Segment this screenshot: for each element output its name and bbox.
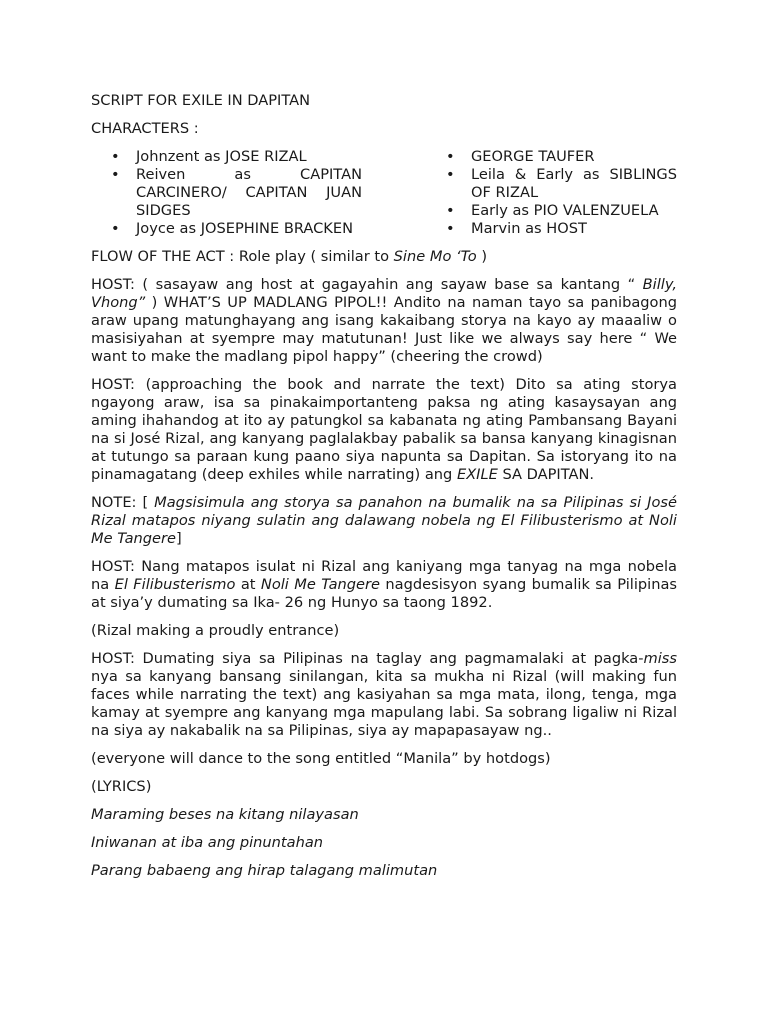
note-paragraph: NOTE: [ Magsisimula ang storya sa panahon na bumalik na sa Pilipinas si José Rizal matapos niyang sulatin ang dalawang nobela ng El Filibusterismo at Noli Me Tangere] [91,494,677,547]
document-page [91,92,677,890]
character-item: • GEORGE TAUFER [426,148,677,166]
character-item: • Leila & Early as SIBLINGS OF RIZAL [426,166,677,202]
stage-direction-rizal: (Rizal making a proudly entrance) [91,622,340,639]
lyric-line: Maraming beses na kitang nilayasan [91,806,359,823]
character-item: • Early as PIO VALENZUELA [426,202,677,220]
characters-heading: CHARACTERS : [91,120,199,137]
host-paragraph-4: HOST: Dumating siya sa Pilipinas na taglay ang pagmamalaki at pagka-miss nya sa kanyang bansang sinilangan, kita sa mukha ni Rizal (will making fun faces while narrating the text) ang kasiyahan sa mga mata, ilong, tenga, mga kamay at syempre ang kanyang mga mapulang labi. Sa sobrang ligaliw ni Rizal na siya ay nakabalik na sa Pilipinas, siya ay mapapasayaw ng.. [91,650,677,739]
document-title: SCRIPT FOR EXILE IN DAPITAN [91,92,311,109]
host-paragraph-3: HOST: Nang matapos isulat ni Rizal ang kaniyang mga tanyag na mga nobela na El Filibusterismo at Noli Me Tangere nagdesisyon syang bumalik sa Pilipinas at siya’y dumating sa Ika- 26 ng Hunyo sa taong 1892. [91,558,677,611]
characters-left-column [91,148,362,238]
flow-of-act: FLOW OF THE ACT : Role play ( similar to Sine Mo ‘To ) [91,248,488,265]
lyric-line: Iniwanan at iba ang pinuntahan [91,834,324,851]
lyrics-heading: (LYRICS) [91,778,152,795]
character-item: • Joyce as JOSEPHINE BRACKEN [91,220,362,238]
lyric-line: Parang babaeng ang hirap talagang malimutan [91,862,438,879]
host-paragraph-2: HOST: (approaching the book and narrate the text) Dito sa ating storya ngayong araw, isa sa pinakaimportanteng paksa ng ating kasaysayan ang aming ihahandog at ito ay patungkol sa kabanata ng ating Pambansang Bayani na si José Rizal, ang kanyang paglalakbay pabalik sa bansa kanyang kinagisnan at tutungo sa paraan kung paano siya napunta sa Dapitan. Sa istoryang ito na pinamagatang (deep exhiles while narrating) ang EXILE SA DAPITAN. [91,376,677,483]
stage-direction-dance: (everyone will dance to the song entitled “Manila” by hotdogs) [91,750,551,767]
character-item: • Marvin as HOST [426,220,677,238]
characters-list [91,148,677,238]
characters-right-column [426,148,677,238]
host-paragraph-1: HOST: ( sasayaw ang host at gagayahin ang sayaw base sa kantang “ Billy, Vhong” ) WHAT’S UP MADLANG PIPOL!! Andito na naman tayo sa panibagong araw upang matunghayang ang isang kakaibang storya na kayo ay maaaliw o masisiyahan at syempre may matutunan! Just like we always say here “ We want to make the madlang pipol happy” (cheering the crowd) [91,276,677,365]
character-item: • Reiven as CAPITAN CARCINERO/ CAPITAN JUAN SIDGES [91,166,362,220]
character-item: • Johnzent as JOSE RIZAL [91,148,362,166]
